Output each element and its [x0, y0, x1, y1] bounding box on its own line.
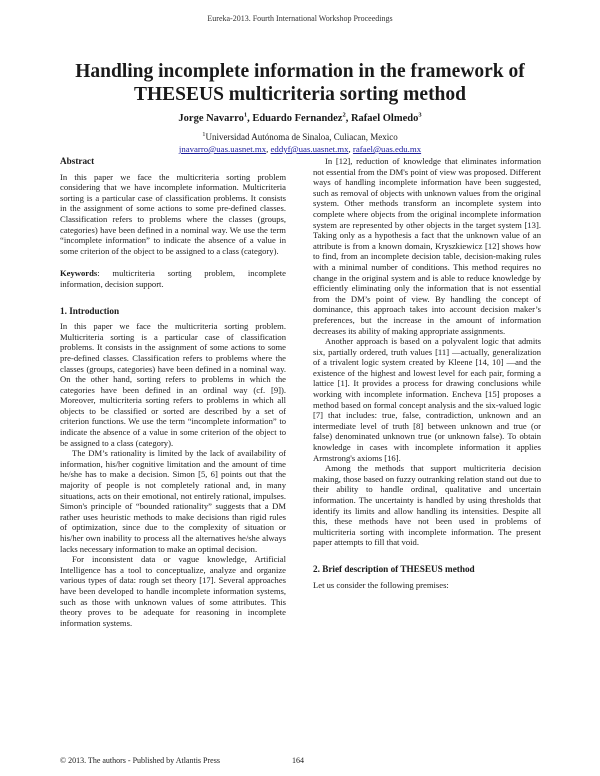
author-name: Eduardo Fernandez — [252, 113, 343, 124]
author-list — [0, 113, 600, 124]
email-separator: , — [266, 144, 271, 154]
intro-paragraph: For inconsistent data or vague knowledge, Artificial Intelligence has a tool to conceptualize, analyze and organize various types of data: rough set theory [17]. Several approaches have been developed to handle incomplete information systems, such as those with unknown values of some attributes. This theory proves to be adequate for reasoning in incomplete information systems. — [60, 554, 286, 628]
author-separator: , — [247, 113, 253, 124]
email-link[interactable]: eddyf@uas.uasnet.mx — [270, 144, 349, 154]
author-name: Jorge Navarro — [178, 113, 244, 124]
affiliation-text: Universidad Autónoma de Sinaloa, Culiacan, Mexico — [205, 132, 398, 142]
author-name: Rafael Olmedo — [350, 113, 419, 124]
keywords-text: : multicriteria sorting problem, incomplete information, decision support. — [60, 268, 286, 289]
section-2-intro: Let us consider the following premises: — [313, 579, 449, 590]
title-line-1: Handling incomplete information in the framework of — [75, 61, 525, 82]
affiliation-mark: 1 — [202, 131, 206, 138]
abstract-heading: Abstract — [60, 156, 95, 166]
email-separator: , — [348, 144, 353, 154]
left-column — [60, 156, 286, 628]
abstract-text: In this paper we face the multicriteria sorting problem considering that we have incomplete information. Multicriteria sorting is a particular case of classification problems. It consists in the assignment of some actions to some pre-defined classes. Classification refers to problems where the classes (groups, categories) have been defined in a nominal way. We use the term “incomplete information” to indicate the absence of a value in some criterion of the object to be assigned to a class (category). — [60, 171, 286, 256]
intro-paragraph: In this paper we face the multicriteria sorting problem. Multicriteria sorting is a particular case of classification problems. It consists in the assignment of some actions to some pre-defined classes. Classification refers to problems where the classes (groups, categories) have been defined in a nominal way. On the other hand, sorting refers to problems in which the categories have been defined in an ordinal way (cf. [9]). Moreover, multicriteria sorting refers to problems in which all objects to be classified or sorted are described by a set of criterion functions. We use the term “incomplete information” to indicate the absence of a value in some criterion of the object to be assigned to a class (category). — [60, 321, 286, 448]
author-affiliation-mark: 2 — [342, 111, 346, 119]
keywords-label: Keywords — [60, 268, 98, 279]
keywords — [60, 268, 286, 289]
page-number: 164 — [292, 756, 304, 765]
email-list — [0, 144, 600, 154]
right-column — [313, 156, 541, 590]
affiliation — [0, 132, 600, 142]
email-link[interactable]: jnavarro@uas.uasnet.mx — [178, 144, 267, 154]
copyright-notice: © 2013. The authors - Published by Atlantis Press — [60, 756, 220, 765]
author-affiliation-mark: 3 — [418, 111, 422, 119]
section-2-heading: 2. Brief description of THESEUS method — [313, 563, 475, 574]
author-separator: , — [345, 113, 351, 124]
body-paragraph: In [12], reduction of knowledge that eliminates information not essential from the DM's point of view was proposed. Different ways of handling incomplete information have been suggested, such as removal of objects with unknown values from the original system. Other methods transform an incomplete system into complete where objects from the original incomplete information system are represented by other objects in the target system [13]. Taking only as a hypothesis a fact that the unknown value of an attribute is from a known domain, Kryszkiewicz [12] shows how to find, from an incomplete decision table, decision-making rules with a minimal number of conditions. This method requires no change in the original system and is able to reduce knowledge by efficiently eliminating only the information that is not essential from the DM’s point of view. By handling the concept of dominance, this approach takes into account decision maker’s preferences, but the increase in the amount of information decreases its ability of making appropriate assignments. — [313, 156, 541, 336]
body-paragraph: Another approach is based on a polyvalent logic that admits six, partially ordered, truth values [11] —actually, generalization of a trivalent logic system created by Kleene [14, 10] —and the existence of the highest and lowest level for each pair, forming a lattice [1]. It provides a process for drawing conclusions while working with incomplete information. Encheva [15] proposes a method based on formal concept analysis and the six-valued logic [7] that includes: true, false, contradiction, unknown and an intermediate level of truth [8] between unknown and true (or false) denominated unknown true (or unknown false). To obtain knowledge in cases with incomplete information it applies Armstrong's axioms [16]. — [313, 336, 541, 463]
running-head: Eureka-2013. Fourth International Workshop Proceedings — [207, 14, 393, 23]
section-1-heading: 1. Introduction — [60, 305, 120, 316]
intro-paragraph: The DM’s rationality is limited by the lack of availability of information, his/her cognitive limitation and the amount of time he/she has to make a decision. Simon [5, 6] points out that the majority of people is not completely rational and, in many situations, acts on their emotional, not entirely rational, impulses. Simon's principle of “bounded rationality” suggests that a DM rather uses heuristic methods to make decisions than rigid rules of optimization, since due to the complexity of situation or his/her own inability to process all the alternatives he/she always lacks necessary information to make an optimal decision. — [60, 448, 286, 554]
author-affiliation-mark: 1 — [243, 111, 248, 119]
body-paragraph: Among the methods that support multicriteria decision making, those based on fuzzy outranking relation stand out due to their ability to handle ordinal, qualitative and uncertain information. The uncertainty is handled by using thresholds that identify its limits and allow handling its intensities. Despite all this, these methods have not been used in problems of multicriteria sorting with incomplete information. The present paper attempts to fill that void. — [313, 463, 541, 548]
paper-title — [40, 60, 560, 106]
email-link[interactable]: rafael@uas.edu.mx — [352, 144, 422, 154]
title-line-2: THESEUS multicriteria sorting method — [133, 84, 467, 105]
